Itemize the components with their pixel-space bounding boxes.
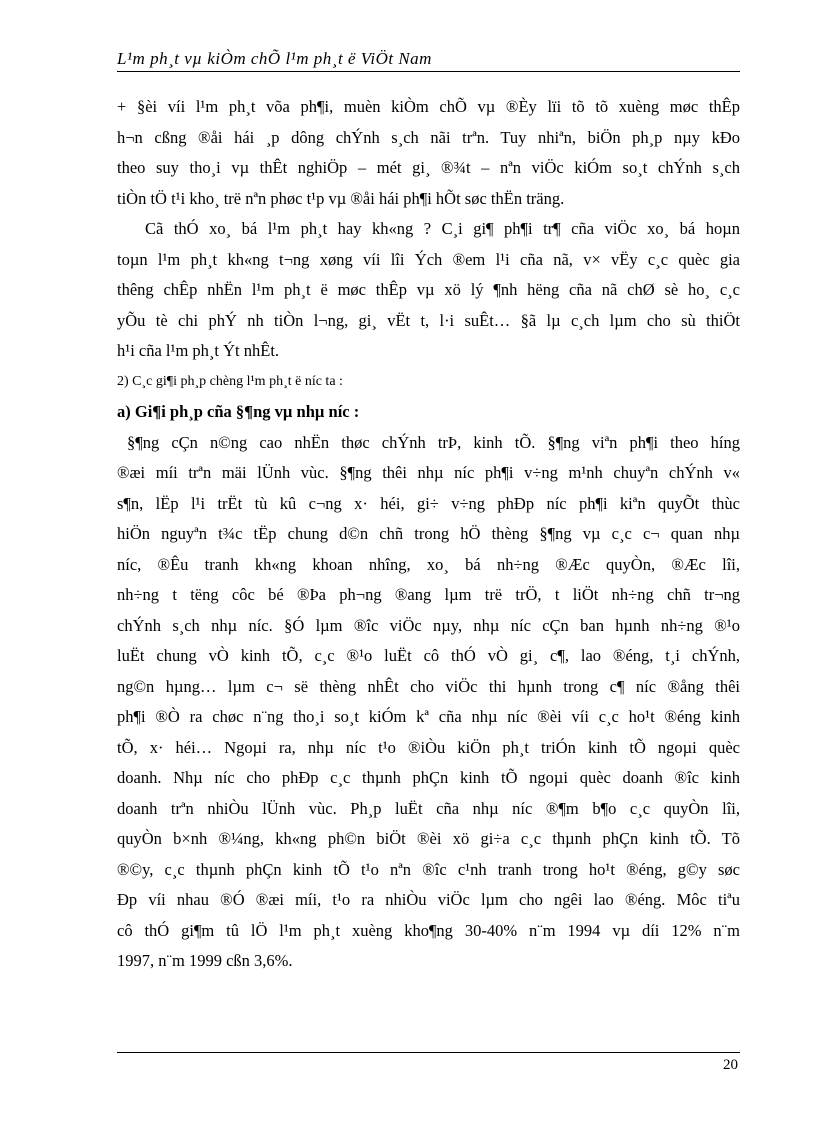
header-rule [117, 71, 740, 72]
subsection-heading: a) Gi¶i ph¸p cña §¶ng vµ nhµ níc : [117, 402, 360, 421]
footer-rule [117, 1052, 740, 1053]
document-body [117, 92, 740, 977]
text-line: theo suy tho¸i vµ thÊt nghiÖp – mét gi¸ ®¾t – nªn viÖc kiÓm so¸t chÝnh s¸ch [117, 158, 740, 177]
text-line: doanh trªn nhiÒu lÜnh vùc. Ph¸p luËt cña nhµ níc ®¶m b¶o c¸c quyÒn lîi, [117, 798, 740, 818]
text-line: tÕ, x· héi… Ngoµi ra, nhµ níc t¹o ®iÒu kiÖn ph¸t triÓn kinh tÕ ngoµi quèc [117, 737, 740, 757]
text-line: nh÷ng t tëng côc bé ®Þa ph¬ng ®ang lµm trë trÖ, t liÖt nh÷ng chñ tr¬ng [117, 585, 740, 604]
text-line: + §èi víi l¹m ph¸t võa ph¶i, muèn kiÒm chÕ vµ ®Èy lïi tõ tõ xuèng møc thÊp [117, 97, 740, 116]
text-line: s¶n, lËp l¹i trËt tù kû c¬ng x· héi, gi÷ v÷ng phÐp níc ph¶i kiªn quyÕt thùc [117, 493, 740, 513]
text-line: doanh. Nhµ níc cho phÐp c¸c thµnh phÇn kinh tÕ ngoµi quèc doanh ®îc kinh [117, 768, 740, 787]
text-line: toµn l¹m ph¸t kh«ng t¬ng xøng víi lîi Ých ®em l¹i cña nã, v× vËy c¸c quèc gia [117, 249, 740, 269]
text-line: hiÖn nguyªn t¾c tËp chung d©n chñ trong hÖ thèng §¶ng vµ c¸c c¬ quan nhµ [117, 524, 740, 543]
text-line: §¶ng cÇn n©ng cao nhËn thøc chÝnh trÞ, kinh tÕ. §¶ng viªn ph¶i theo híng [127, 432, 740, 452]
text-line: ng©n hµng… lµm c¬ së thèng nhÊt cho viÖc thi hµnh trong c¶ níc ®ång thêi [117, 676, 740, 696]
running-header: L¹m ph¸t vµ kiÒm chÕ l¹m ph¸t ë ViÖt Nam [117, 49, 432, 68]
text-line: níc, ®Êu tranh kh«ng khoan nhîng, xo¸ bá nh÷ng ®Æc quyÒn, ®Æc lîi, [117, 554, 740, 574]
text-line: cô thÓ gi¶m tû lÖ l¹m ph¸t xuèng kho¶ng 30-40% n¨m 1994 vµ díi 12% n¨m [117, 920, 740, 940]
text-line: h¹i cña l¹m ph¸t Ýt nhÊt. [117, 341, 280, 360]
text-line: 1997, n¨m 1999 cßn 3,6%. [117, 951, 293, 970]
section-heading: 2) C¸c gi¶i ph¸p chèng l¹m ph¸t ë níc ta : [117, 373, 343, 389]
text-line: luËt chung vÒ kinh tÕ, c¸c ®¹o luËt cô thÓ vÒ gi¸ c¶, lao ®éng, t¸i chÝnh, [117, 646, 740, 665]
text-line: quyÒn b×nh ®¼ng, kh«ng ph©n biÖt ®èi xö gi÷a c¸c thµnh phÇn kinh tÕ. Tõ [117, 829, 740, 848]
text-line: Ðp víi nhau ®Ó ®æi míi, t¹o ra nhiÒu viÖc lµm cho ngêi lao ®éng. Môc tiªu [117, 890, 740, 909]
text-line: yÕu tè chi phÝ nh tiÒn l¬ng, gi¸ vËt t, l·i suÊt… §ã lµ c¸ch lµm cho sù thiÖt [117, 310, 740, 330]
text-line: chÝnh s¸ch nhµ níc. §Ó lµm ®îc viÖc nµy, nhµ níc cÇn ban hµnh nh÷ng ®¹o [117, 615, 740, 635]
text-line: Cã thÓ xo¸ bá l¹m ph¸t hay kh«ng ? C¸i gi¶ ph¶i tr¶ cña viÖc xo¸ bá hoµn [145, 219, 740, 238]
text-line: ®æi míi trªn mäi lÜnh vùc. §¶ng thêi nhµ níc ph¶i v÷ng m¹nh chuyªn chÝnh v« [117, 463, 740, 482]
text-line: thêng chÊp nhËn l¹m ph¸t ë møc thÊp vµ xö lý ¶nh hëng cña nã chØ sè ho¸ c¸c [117, 280, 740, 299]
text-line: tiÒn tÖ t¹i kho¸ trë nªn phøc t¹p vµ ®åi hái ph¶i hÕt søc thËn träng. [117, 188, 565, 208]
text-line: ®©y, c¸c thµnh phÇn kinh tÕ t¹o nªn ®îc c¹nh tranh trong ho¹t ®éng, g©y søc [117, 859, 740, 879]
text-line: h¬n cßng ®åi hái ¸p dông chÝnh s¸ch nãi trªn. Tuy nhiªn, biÖn ph¸p nµy kÐo [117, 127, 740, 147]
text-line: ph¶i ®Ò ra chøc n¨ng tho¸i so¸t kiÓm kª cña nhµ níc ®èi víi c¸c ho¹t ®éng kinh [117, 707, 740, 726]
page-number: 20 [723, 1057, 738, 1073]
